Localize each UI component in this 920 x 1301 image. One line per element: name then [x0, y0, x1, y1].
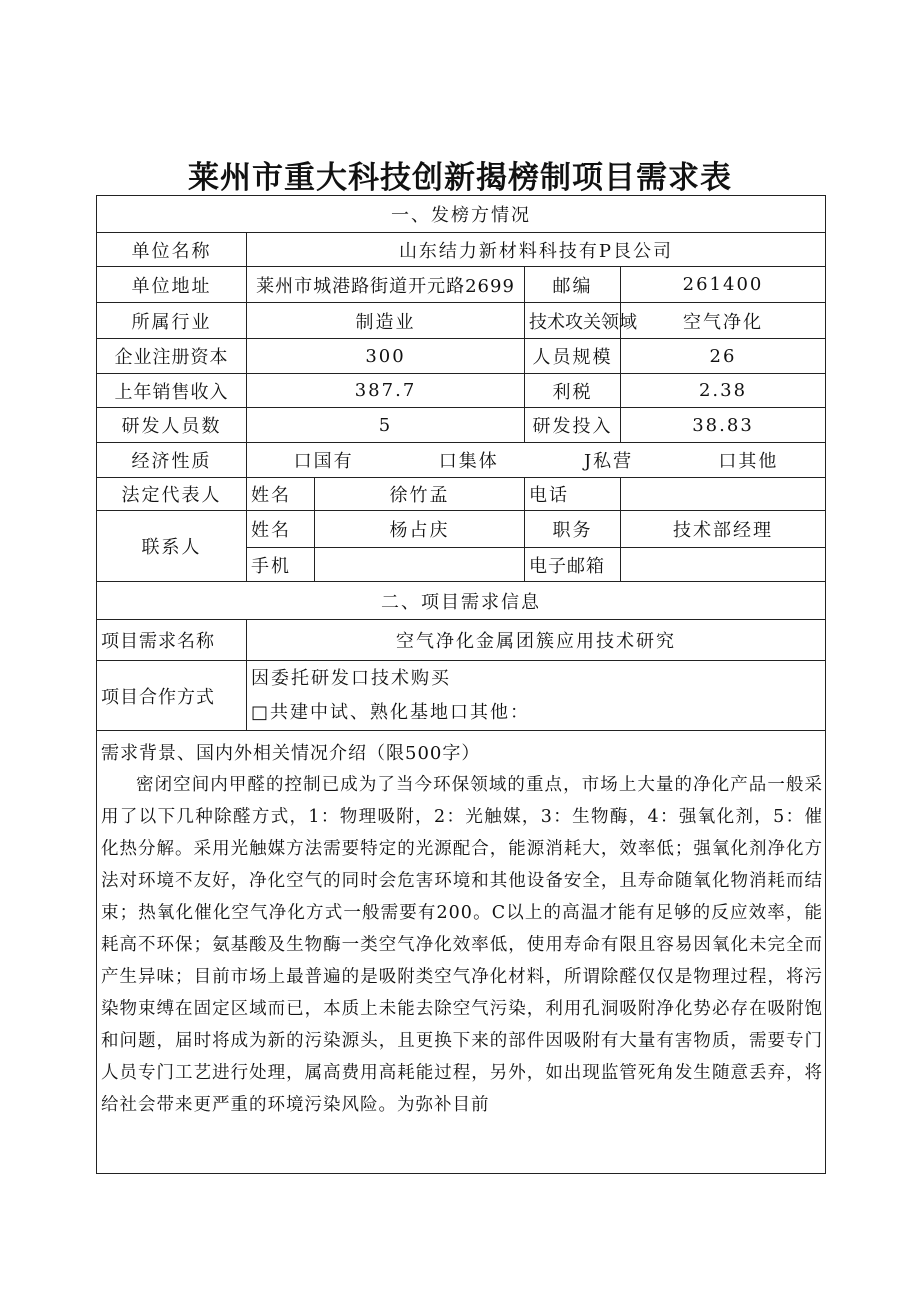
- rd-staff-label: 研发人员数: [97, 408, 247, 443]
- industry-value: 制造业: [247, 303, 525, 339]
- project-name-value: 空气净化金属团簇应用技术研究: [247, 620, 826, 661]
- revenue-value: 387.7: [247, 374, 525, 408]
- ownership-option-other[interactable]: 口其他: [718, 451, 779, 472]
- contact-name-label: 姓名: [247, 511, 315, 548]
- staff-label: 人员规模: [525, 339, 621, 374]
- capital-label: 企业注册资本: [97, 339, 247, 374]
- tech-field-value: 空气净化: [621, 303, 826, 339]
- ownership-option-collective[interactable]: 口集体: [438, 451, 499, 472]
- background-section: [97, 731, 826, 1174]
- tax-label: 利税: [525, 374, 621, 408]
- legal-name-label: 姓名: [247, 478, 315, 511]
- section2-heading: 二、项目需求信息: [97, 582, 826, 620]
- project-name-label: 项目需求名称: [97, 620, 247, 661]
- ownership-label: 经济性质: [97, 443, 247, 478]
- rd-invest-label: 研发投入: [525, 408, 621, 443]
- ownership-option-private[interactable]: J私营: [583, 451, 634, 472]
- contact-mobile-label: 手机: [247, 548, 315, 582]
- revenue-label: 上年销售收入: [97, 374, 247, 408]
- contact-title-label: 职务: [525, 511, 621, 548]
- contact-mobile-value: [315, 548, 525, 582]
- background-text: 密闭空间内甲醛的控制已成为了当今环保领域的重点，市场上大量的净化产品一般采用了以下几种除醛方式，1：物理吸附，2：光触媒，3：生物酶，4：强氧化剂，5：催化热分解。采用光触媒方法需要特定的光源配合，能源消耗大，效率低；强氧化剂净化方法对环境不友好，净化空气的同时会危害环境和其他设备安全，且寿命随氧化物消耗而结束；热氧化催化空气净化方式一般需要有200。C以上的高温才能有足够的反应效率，能耗高不环保；氨基酸及生物酶一类空气净化效率低，使用寿命有限且容易因氧化未完全而产生异味；目前市场上最普遍的是吸附类空气净化材料，所谓除醛仅仅是物理过程，将污染物束缚在固定区域而已，本质上未能去除空气污染，利用孔洞吸附净化势必存在吸附饱和问题，届时将成为新的污染源头，且更换下来的部件因吸附有大量有害物质，需要专门人员专门工艺进行处理，属高费用高耗能过程，另外，如出现监管死角发生随意丢弃，将给社会带来更严重的环境污染风险。为弥补目前: [101, 775, 824, 1115]
- section1-heading: 一、发榜方情况: [97, 196, 826, 233]
- postcode-value: 261400: [621, 267, 826, 303]
- address-label: 单位地址: [97, 267, 247, 303]
- address-value: 莱州市城港路街道开元路2699: [247, 267, 525, 303]
- postcode-label: 邮编: [525, 267, 621, 303]
- legal-name-value: 徐竹孟: [315, 478, 525, 511]
- contact-email-label: 电子邮箱: [525, 548, 621, 582]
- capital-value: 300: [247, 339, 525, 374]
- contact-email-value: [621, 548, 826, 582]
- legal-rep-label: 法定代表人: [97, 478, 247, 511]
- coop-options: [247, 661, 826, 731]
- coop-label: 项目合作方式: [97, 661, 247, 731]
- legal-phone-value: [621, 478, 826, 511]
- contact-label: 联系人: [97, 511, 247, 582]
- document-title: 莱州市重大科技创新揭榜制项目需求表: [188, 160, 732, 196]
- unit-name-value: 山东结力新材料科技有P艮公司: [247, 233, 826, 267]
- background-title: 需求背景、国内外相关情况介绍（限500字）: [101, 743, 481, 764]
- contact-title-value: 技术部经理: [621, 511, 826, 548]
- coop-options-line2[interactable]: □共建中试、熟化基地口其他：: [251, 701, 531, 723]
- tech-field-label: 技术攻关领域: [525, 303, 621, 339]
- coop-options-line1[interactable]: 因委托研发口技术购买: [251, 667, 451, 689]
- ownership-options: [247, 443, 826, 478]
- industry-label: 所属行业: [97, 303, 247, 339]
- unit-name-label: 单位名称: [97, 233, 247, 267]
- ownership-option-state[interactable]: 口国有: [293, 451, 354, 472]
- rd-invest-value: 38.83: [621, 408, 826, 443]
- requirement-form: [96, 195, 826, 1174]
- rd-staff-value: 5: [247, 408, 525, 443]
- legal-phone-label: 电话: [525, 478, 621, 511]
- tax-value: 2.38: [621, 374, 826, 408]
- contact-name-value: 杨占庆: [315, 511, 525, 548]
- staff-value: 26: [621, 339, 826, 374]
